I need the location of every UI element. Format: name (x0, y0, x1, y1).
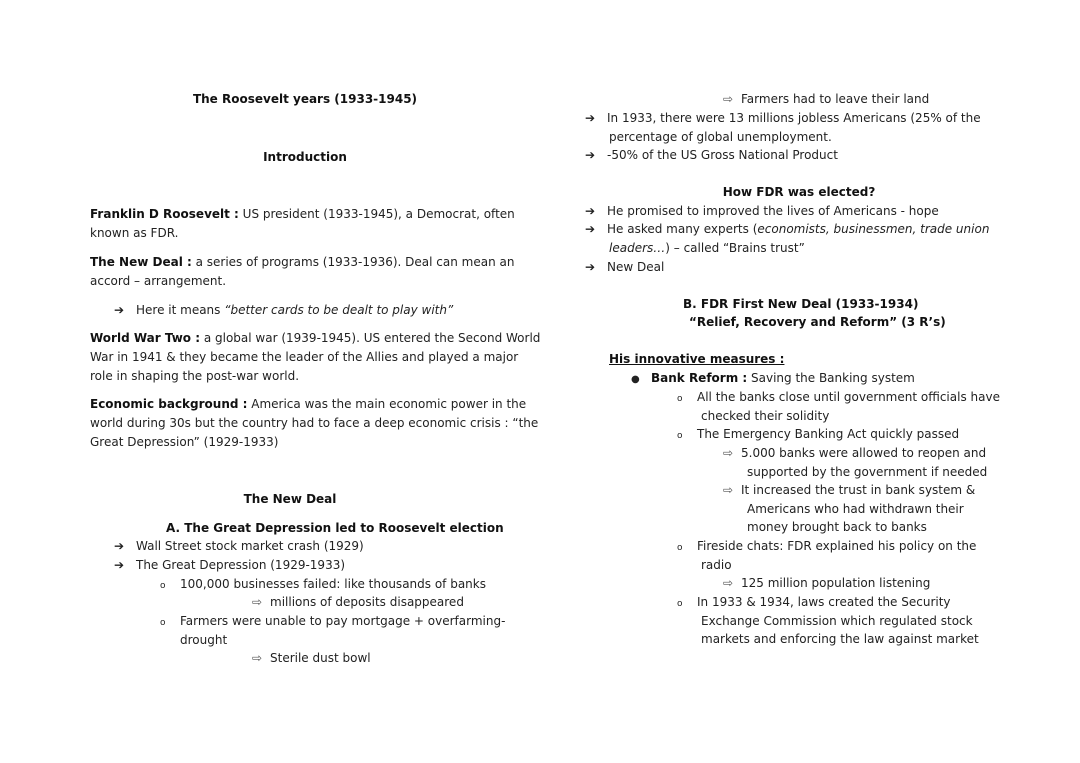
bullet-icon: ● (631, 374, 640, 385)
list-item-cont: drought (180, 633, 228, 647)
ww2-definition-cont: War in 1941 & they became the leader of the Allies and played a major (90, 350, 519, 364)
list-item: ⇨ Sterile dust bowl (252, 651, 371, 665)
hollow-arrow-icon: ⇨ (723, 576, 734, 590)
subheading-a: A. The Great Depression led to Roosevelt election (166, 521, 504, 535)
ww2-definition-cont2: role in shaping the post-war world. (90, 369, 300, 383)
circle-bullet-icon: o (677, 394, 683, 404)
arrow-icon: ➔ (585, 204, 596, 218)
list-item: ⇨ 5.000 banks were allowed to reopen and (723, 446, 987, 460)
subheading-b-quote: “Relief, Recovery and Reform” (3 R’s) (689, 315, 946, 329)
list-item: ⇨ millions of deposits disappeared (252, 595, 464, 609)
list-item: ➔ He promised to improved the lives of Americans - hope (585, 204, 939, 218)
list-item-cont: leaders…) – called “Brains trust” (609, 241, 805, 255)
list-item: ⇨ It increased the trust in bank system & (723, 483, 976, 497)
list-item: ⇨ 125 million population listening (723, 576, 931, 590)
introduction-heading: Introduction (263, 150, 347, 164)
list-item: ➔ New Deal (585, 260, 665, 274)
arrow-icon: ➔ (114, 558, 125, 572)
list-item: o In 1933 & 1934, laws created the Security (677, 593, 951, 613)
circle-bullet-icon: o (677, 431, 683, 441)
list-item-cont: money brought back to banks (747, 520, 927, 534)
list-item: ➔ Wall Street stock market crash (1929) (114, 539, 364, 553)
list-item-cont: Americans who had withdrawn their (747, 502, 964, 516)
list-item-cont: Exchange Commission which regulated stock (701, 614, 973, 628)
fdr-definition: Franklin D Roosevelt : US president (1933-1945), a Democrat, often (90, 207, 515, 221)
list-item: ➔ He asked many experts (economists, businessmen, trade union (585, 222, 990, 236)
new-deal-heading: The New Deal (243, 492, 337, 506)
list-item: ➔ -50% of the US Gross National Product (585, 148, 838, 162)
list-item-cont: supported by the government if needed (747, 465, 988, 479)
arrow-icon: ➔ (585, 148, 596, 162)
economic-background-cont2: Great Depression” (1929-1933) (90, 435, 279, 449)
list-item: ⇨ Farmers had to leave their land (723, 92, 930, 106)
new-deal-definition: The New Deal : a series of programs (1933-1936). Deal can mean an (90, 255, 515, 269)
economic-background: Economic background : America was the main economic power in the (90, 397, 527, 411)
list-item-cont: markets and enforcing the law against market (701, 632, 979, 646)
circle-bullet-icon: o (677, 543, 683, 553)
list-item: o Farmers were unable to pay mortgage + overfarming- (160, 612, 505, 632)
new-deal-definition-cont: accord – arrangement. (90, 274, 227, 288)
page-title: The Roosevelt years (1933-1945) (192, 92, 418, 106)
circle-bullet-icon: o (160, 581, 166, 591)
list-item: o 100,000 businesses failed: like thousands of banks (160, 575, 486, 595)
list-item: ● Bank Reform : Saving the Banking system (631, 369, 915, 389)
hollow-arrow-icon: ⇨ (723, 446, 734, 460)
measures-heading: His innovative measures : (609, 352, 785, 366)
hollow-arrow-icon: ⇨ (252, 651, 263, 665)
list-item: o The Emergency Banking Act quickly passed (677, 425, 959, 445)
economic-background-cont: world during 30s but the country had to face a deep economic crisis : “the (90, 416, 539, 430)
hollow-arrow-icon: ⇨ (252, 595, 263, 609)
list-item: o All the banks close until government officials have (677, 388, 1000, 408)
list-item-cont: radio (701, 558, 732, 572)
arrow-icon: ➔ (585, 222, 596, 236)
circle-bullet-icon: o (677, 599, 683, 609)
hollow-arrow-icon: ⇨ (723, 92, 734, 106)
fdr-elected-heading: How FDR was elected? (722, 185, 876, 199)
list-item: o Fireside chats: FDR explained his policy on the (677, 537, 976, 557)
arrow-icon: ➔ (585, 111, 596, 125)
ww2-definition: World War Two : a global war (1939-1945). US entered the Second World (90, 331, 541, 345)
fdr-definition-cont: known as FDR. (90, 226, 179, 240)
subheading-b: B. FDR First New Deal (1933-1934) (683, 297, 919, 311)
list-item-cont: percentage of global unemployment. (609, 130, 832, 144)
hollow-arrow-icon: ⇨ (723, 483, 734, 497)
list-item-cont: checked their solidity (701, 409, 830, 423)
arrow-icon: ➔ (114, 303, 125, 317)
list-item: ➔ The Great Depression (1929-1933) (114, 558, 346, 572)
arrow-icon: ➔ (114, 539, 125, 553)
circle-bullet-icon: o (160, 618, 166, 628)
new-deal-arrow-item: ➔ Here it means “better cards to be dealt to play with” (114, 303, 454, 317)
list-item: ➔ In 1933, there were 13 millions jobless Americans (25% of the (585, 111, 981, 125)
arrow-icon: ➔ (585, 260, 596, 274)
